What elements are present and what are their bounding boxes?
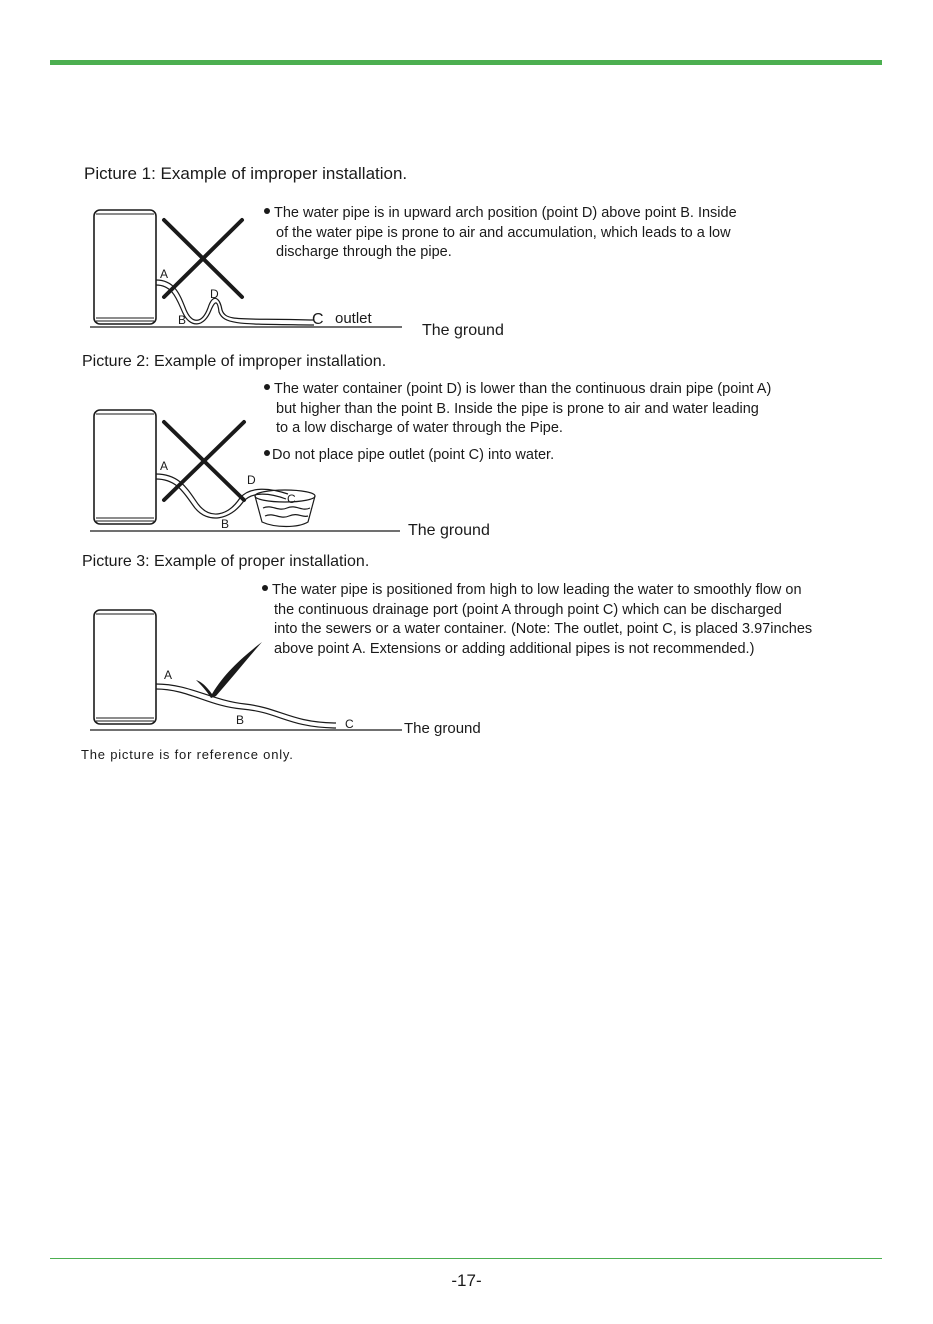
picture-1-diagram bbox=[80, 200, 420, 340]
point-d-label: D bbox=[210, 287, 219, 301]
dehumidifier-unit-icon bbox=[94, 610, 156, 724]
reference-note: The picture is for reference only. bbox=[81, 747, 294, 762]
drain-pipe bbox=[156, 684, 336, 728]
picture-2-heading: Picture 2: Example of improper installation. bbox=[82, 353, 387, 370]
water-container-icon bbox=[255, 490, 315, 527]
point-c-label: C bbox=[312, 311, 324, 328]
picture-2-bullet-1: The water container (point D) is lower than the continuous drain pipe (point A) but higher than the point B. Inside the pipe is prone to air and water leading to a low discharge of water through the Pipe. bbox=[264, 380, 771, 439]
page-number: -17- bbox=[451, 1271, 482, 1290]
dehumidifier-unit-icon bbox=[94, 410, 156, 524]
picture-2-ground-label: The ground bbox=[408, 522, 490, 539]
footer-rule bbox=[50, 1258, 882, 1259]
point-b-label: B bbox=[221, 517, 230, 531]
picture-1-ground-label: The ground bbox=[422, 322, 504, 339]
point-b-label: B bbox=[178, 313, 187, 327]
picture-1-heading: Picture 1: Example of improper installation. bbox=[84, 164, 408, 183]
point-a-label: A bbox=[160, 459, 169, 473]
cross-mark-icon bbox=[164, 220, 242, 297]
check-mark-icon bbox=[196, 642, 262, 698]
header-rule bbox=[50, 60, 882, 65]
picture-2-bullet-2: Do not place pipe outlet (point C) into water. bbox=[264, 446, 554, 466]
picture-3-bullet-1: The water pipe is positioned from high to low leading the water to smoothly flow on the continuous drainage port (point A through point C) which can be discharged into the sewers or a water container. (Note: The outlet, point C, is placed 3.97inches above point A. Extensions or adding additional pipes is not recommended.) bbox=[262, 581, 812, 659]
point-a-label: A bbox=[160, 267, 169, 281]
picture-3-diagram bbox=[80, 600, 420, 740]
picture-3-ground-label: The ground bbox=[404, 720, 481, 737]
picture-2-diagram bbox=[80, 400, 420, 540]
bullet-dot bbox=[264, 384, 270, 390]
picture-3-heading: Picture 3: Example of proper installation. bbox=[82, 553, 370, 570]
picture-1-bullet-1: The water pipe is in upward arch position (point D) above point B. Inside of the water pipe is prone to air and accumulation, which leads to a low discharge through the pipe. bbox=[264, 204, 737, 263]
point-b-label: B bbox=[236, 713, 245, 727]
dehumidifier-unit-icon bbox=[94, 210, 156, 324]
point-d-label: D bbox=[247, 473, 256, 487]
point-c-label: C bbox=[345, 717, 354, 731]
cross-mark-icon bbox=[164, 422, 244, 500]
point-a-label: A bbox=[164, 668, 173, 682]
outlet-label: outlet bbox=[335, 310, 372, 327]
point-c-label: C bbox=[287, 492, 296, 506]
bullet-dot bbox=[262, 585, 268, 591]
